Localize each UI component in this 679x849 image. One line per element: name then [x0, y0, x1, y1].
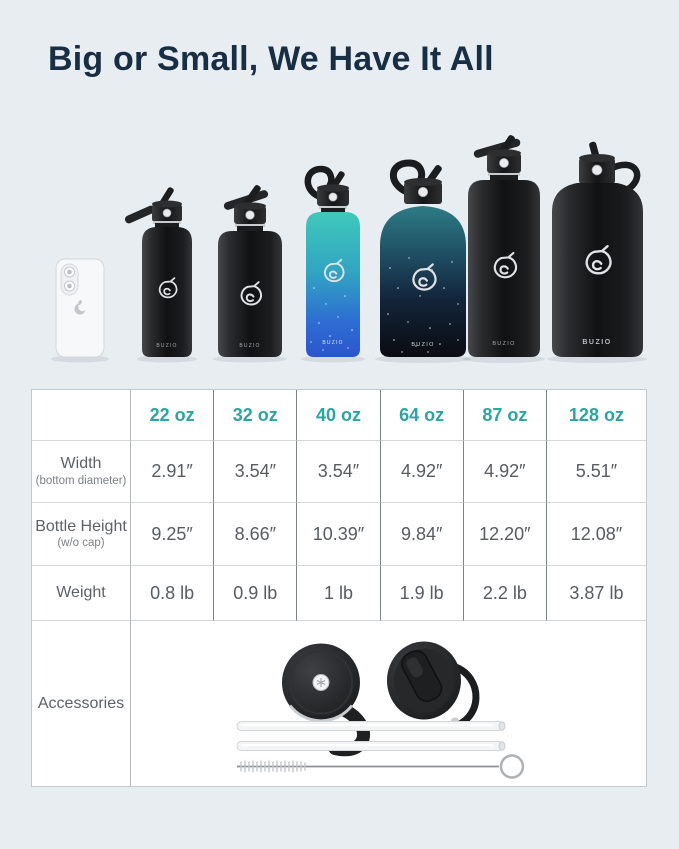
bottle-32oz-image: [218, 184, 282, 357]
height-value-40oz: 10.39″: [297, 503, 380, 566]
width-value-87oz: 4.92″: [464, 441, 547, 503]
table-corner-cell: [32, 390, 131, 441]
column-header-40oz: 40 oz: [297, 390, 380, 441]
row-label-accessories: [32, 621, 131, 786]
accessories-cell: [131, 621, 646, 786]
height-value-87oz: 12.20″: [464, 503, 547, 566]
svg-text:BUZIO: BUZIO: [156, 343, 178, 349]
width-value-64oz: 4.92″: [381, 441, 464, 503]
cleaning-brush-icon: [237, 755, 523, 777]
svg-text:BUZIO: BUZIO: [239, 343, 261, 349]
column-header-32oz: 32 oz: [214, 390, 297, 441]
width-value-22oz: 2.91″: [131, 441, 214, 503]
spec-table: [31, 389, 647, 787]
height-value-32oz: 8.66″: [214, 503, 297, 566]
height-value-64oz: 9.84″: [381, 503, 464, 566]
svg-text:BUZIO: BUZIO: [322, 340, 344, 346]
width-value-32oz: 3.54″: [214, 441, 297, 503]
bottle-87oz-image: [468, 134, 540, 357]
svg-text:BUZIO: BUZIO: [492, 341, 516, 347]
straw-icon: [237, 721, 505, 730]
bottle-128oz-image: [552, 141, 643, 357]
weight-value-87oz: 2.2 lb: [464, 566, 547, 621]
width-label: Width: [60, 455, 102, 473]
weight-value-64oz: 1.9 lb: [381, 566, 464, 621]
bottle-22oz-image: [124, 186, 192, 357]
weight-value-32oz: 0.9 lb: [214, 566, 297, 621]
bottle-64oz-image: [380, 163, 466, 357]
row-label-width: [32, 441, 131, 503]
column-header-22oz: 22 oz: [131, 390, 214, 441]
accessories-label: Accessories: [37, 694, 125, 712]
height-sublabel: (w/o cap): [57, 537, 105, 550]
flip-top-lid-icon: [387, 642, 476, 728]
svg-text:BUZIO: BUZIO: [411, 342, 435, 348]
svg-text:BUZIO: BUZIO: [582, 339, 612, 346]
height-value-22oz: 9.25″: [131, 503, 214, 566]
row-label-weight: [32, 566, 131, 621]
page-title: Big or Small, We Have It All: [48, 40, 494, 78]
column-header-128oz: 128 oz: [547, 390, 646, 441]
height-label: Bottle Height: [35, 517, 127, 535]
accessories-image: [131, 621, 646, 786]
straw-lid-icon: [282, 644, 364, 750]
width-sublabel: (bottom diameter): [35, 474, 127, 487]
straw-icon: [237, 741, 505, 750]
iphone-scale-image: [56, 259, 104, 357]
weight-value-128oz: 3.87 lb: [547, 566, 646, 621]
product-lineup-image: [0, 118, 679, 380]
weight-value-22oz: 0.8 lb: [131, 566, 214, 621]
weight-value-40oz: 1 lb: [297, 566, 380, 621]
column-header-87oz: 87 oz: [464, 390, 547, 441]
column-header-64oz: 64 oz: [381, 390, 464, 441]
bottle-40oz-image: [306, 169, 360, 357]
height-value-128oz: 12.08″: [547, 503, 646, 566]
weight-label: Weight: [56, 584, 106, 602]
width-value-40oz: 3.54″: [297, 441, 380, 503]
row-label-bottle-height: [32, 503, 131, 566]
width-value-128oz: 5.51″: [547, 441, 646, 503]
